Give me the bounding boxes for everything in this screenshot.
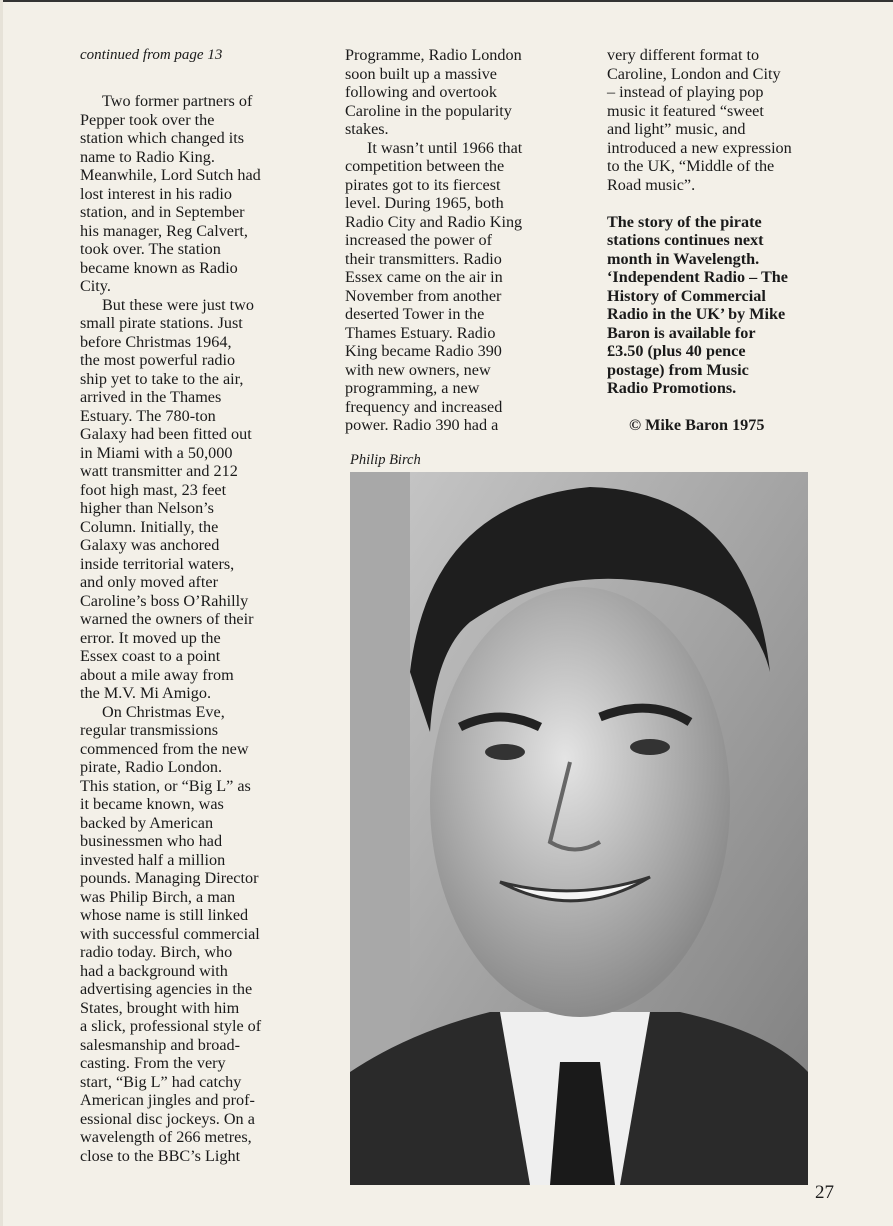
text-line: invested half a million bbox=[80, 850, 226, 869]
text-line: Radio in the UK’ by Mike bbox=[607, 305, 786, 323]
text-line: radio today. Birch, who bbox=[80, 943, 233, 961]
text-line: the M.V. Mi Amigo. bbox=[80, 684, 212, 702]
text-line: Radio City and Radio King bbox=[345, 212, 523, 231]
text-line: pirates got to its fiercest bbox=[345, 175, 501, 194]
text-line: level. During 1965, both bbox=[345, 194, 504, 212]
text-line: watt transmitter and 212 bbox=[80, 462, 238, 480]
text-line: higher than Nelson’s bbox=[80, 499, 214, 517]
text-line: became known as Radio bbox=[80, 258, 238, 277]
text-line: and light” music, and bbox=[607, 120, 746, 138]
text-line: stakes. bbox=[345, 120, 389, 138]
portrait-photo bbox=[350, 472, 808, 1185]
text-line: warned the owners of their bbox=[80, 610, 254, 628]
text-line: Galaxy had been fitted out bbox=[80, 425, 252, 443]
text-line: History of Commercial bbox=[607, 286, 766, 305]
text-line: Pepper took over the bbox=[80, 110, 215, 129]
text-line: was Philip Birch, a man bbox=[80, 887, 236, 906]
photo-caption: Philip Birch bbox=[350, 452, 421, 468]
text-line: close to the BBC’s Light bbox=[80, 1146, 241, 1165]
text-line: Programme, Radio London bbox=[345, 46, 522, 64]
text-line: But these were just two bbox=[102, 295, 254, 314]
text-line: introduced a new expression bbox=[607, 138, 792, 157]
text-line: very different format to bbox=[607, 46, 760, 64]
article-column-1 bbox=[80, 92, 261, 1165]
text-line: music it featured “sweet bbox=[607, 101, 764, 120]
text-line bbox=[607, 194, 792, 213]
text-line: the most powerful radio bbox=[80, 351, 236, 369]
text-line: Galaxy was anchored bbox=[80, 536, 220, 554]
text-line: their transmitters. Radio bbox=[345, 249, 502, 268]
text-line: with new owners, new bbox=[345, 360, 491, 379]
text-line: American jingles and prof- bbox=[80, 1091, 255, 1109]
text-line: with successful commercial bbox=[80, 924, 260, 943]
text-line: essional disc jockeys. On a bbox=[80, 1109, 255, 1128]
text-line: station, and in September bbox=[80, 203, 245, 221]
text-line: States, brought with him bbox=[80, 998, 240, 1017]
text-line: £3.50 (plus 40 pence bbox=[607, 342, 746, 360]
text-line: November from another bbox=[345, 286, 502, 305]
text-line: regular transmissions bbox=[80, 721, 219, 739]
article-column-3 bbox=[607, 46, 792, 435]
text-line: small pirate stations. Just bbox=[80, 314, 243, 332]
text-line: increased the power of bbox=[345, 231, 492, 249]
text-line: Radio Promotions. bbox=[607, 379, 737, 397]
text-line: it became known, was bbox=[80, 795, 224, 813]
text-line: Road music”. bbox=[607, 175, 696, 194]
text-line: foot high mast, 23 feet bbox=[80, 480, 227, 499]
text-line: start, “Big L” had catchy bbox=[80, 1072, 242, 1091]
text-line: On Christmas Eve, bbox=[102, 702, 225, 721]
page-top-edge bbox=[0, 0, 893, 2]
text-line: King became Radio 390 bbox=[345, 342, 502, 360]
text-line: stations continues next bbox=[607, 231, 764, 249]
text-line: Essex came on the air in bbox=[345, 268, 503, 286]
text-line: before Christmas 1964, bbox=[80, 332, 232, 351]
text-line: The story of the pirate bbox=[607, 212, 762, 231]
text-line: businessmen who had bbox=[80, 832, 223, 850]
text-line: frequency and increased bbox=[345, 397, 503, 416]
text-line: whose name is still linked bbox=[80, 906, 249, 924]
text-line: commenced from the new bbox=[80, 739, 249, 758]
text-line: lost interest in his radio bbox=[80, 184, 232, 203]
text-line: Two former partners of bbox=[102, 92, 253, 110]
text-line: took over. The station bbox=[80, 240, 221, 258]
text-line: following and overtook bbox=[345, 83, 497, 101]
text-line: error. It moved up the bbox=[80, 628, 221, 647]
text-line: name to Radio King. bbox=[80, 147, 215, 166]
text-line: inside territorial waters, bbox=[80, 554, 235, 573]
text-line: – instead of playing pop bbox=[607, 83, 764, 101]
text-line: station which changed its bbox=[80, 129, 245, 147]
text-line: soon built up a massive bbox=[345, 64, 497, 83]
text-line: arrived in the Thames bbox=[80, 388, 222, 406]
text-line: © Mike Baron 1975 bbox=[629, 416, 765, 434]
text-line: City. bbox=[80, 277, 111, 295]
text-line: Estuary. The 780-ton bbox=[80, 406, 216, 425]
text-line: competition between the bbox=[345, 157, 505, 175]
text-line: his manager, Reg Calvert, bbox=[80, 221, 248, 240]
text-line: backed by American bbox=[80, 813, 214, 832]
text-line: pounds. Managing Director bbox=[80, 869, 259, 887]
text-line: Baron is available for bbox=[607, 323, 756, 342]
text-line: Column. Initially, the bbox=[80, 517, 219, 536]
text-line bbox=[607, 398, 792, 417]
continued-note: continued from page 13 bbox=[80, 47, 223, 63]
text-line: It wasn’t until 1966 that bbox=[367, 138, 523, 157]
text-line: and only moved after bbox=[80, 573, 218, 591]
text-line: about a mile away from bbox=[80, 665, 234, 684]
text-line: deserted Tower in the bbox=[345, 305, 485, 323]
text-line: to the UK, “Middle of the bbox=[607, 157, 775, 175]
portrait-image bbox=[350, 472, 808, 1185]
text-line: a slick, professional style of bbox=[80, 1017, 262, 1035]
text-line: power. Radio 390 had a bbox=[345, 416, 499, 434]
text-line: programming, a new bbox=[345, 379, 480, 397]
page-number: 27 bbox=[815, 1182, 834, 1203]
text-line: This station, or “Big L” as bbox=[80, 776, 251, 795]
page-left-edge bbox=[0, 0, 3, 1226]
text-line: ‘Independent Radio – The bbox=[607, 268, 788, 286]
text-line: postage) from Music bbox=[607, 360, 749, 379]
text-line: had a background with bbox=[80, 961, 228, 980]
text-line: Thames Estuary. Radio bbox=[345, 323, 496, 342]
text-line: Essex coast to a point bbox=[80, 647, 221, 665]
text-line: Caroline in the popularity bbox=[345, 101, 512, 120]
text-line: salesmanship and broad- bbox=[80, 1035, 241, 1054]
text-line: casting. From the very bbox=[80, 1054, 226, 1072]
text-line: Meanwhile, Lord Sutch had bbox=[80, 166, 261, 184]
text-line: wavelength of 266 metres, bbox=[80, 1128, 252, 1146]
text-line: month in Wavelength. bbox=[607, 249, 760, 268]
text-line: pirate, Radio London. bbox=[80, 758, 223, 776]
text-line: Caroline’s boss O’Rahilly bbox=[80, 591, 249, 610]
text-line: in Miami with a 50,000 bbox=[80, 443, 233, 462]
text-line: Caroline, London and City bbox=[607, 64, 781, 83]
article-column-2 bbox=[345, 46, 522, 435]
text-line: ship yet to take to the air, bbox=[80, 369, 244, 388]
text-line: advertising agencies in the bbox=[80, 980, 253, 998]
